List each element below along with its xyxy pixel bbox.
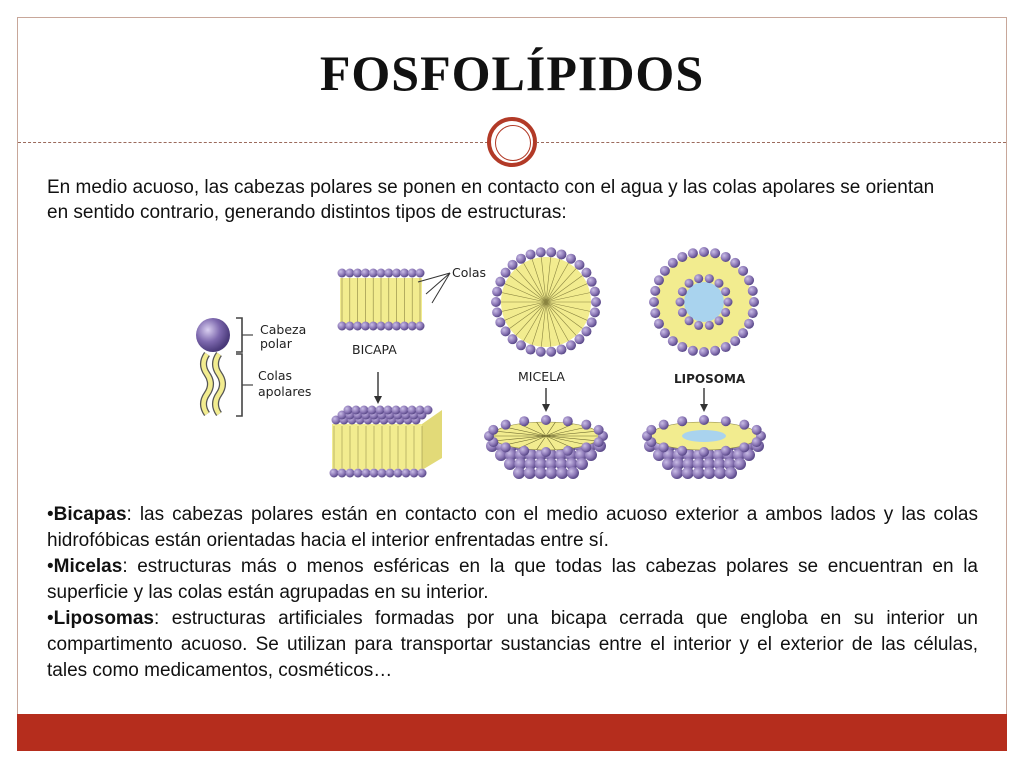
micelle-diagram — [491, 247, 601, 356]
intro-paragraph: En medio acuoso, las cabezas polares se ponen en contacto con el agua y las colas apolares se orientan en sentido contrario, generando distintos tipos de estructuras: — [47, 177, 935, 223]
title-divider-left — [18, 142, 488, 143]
bullet-marker: • — [47, 608, 54, 629]
micelle-3d-diagram — [484, 415, 608, 479]
bullet-liposomas — [47, 606, 978, 684]
bullet-micelas — [47, 554, 978, 606]
bullet-marker: • — [47, 556, 54, 577]
label-cabeza: Cabeza — [260, 322, 307, 337]
label-polar: polar — [260, 336, 292, 351]
label-colas-apolares-2: apolares — [258, 384, 312, 399]
label-colas-apolares-1: Colas — [258, 368, 293, 383]
liposome-3d-diagram — [642, 415, 766, 479]
phospholipid-molecule-icon — [196, 318, 253, 416]
bullet-text: : estructuras artificiales formadas por una bicapa cerrada que engloba en su interior un compartimento acuoso. Se utilizan para transportar sustancias entre el interior y el exterior de las células, tales como medicamentos, cosméticos… — [47, 608, 978, 681]
phospholipid-structures-figure — [180, 246, 800, 491]
bilayer-3d-diagram — [330, 406, 443, 478]
slide-title: FOSFOLÍPIDOS — [319, 45, 705, 101]
bullet-text: : las cabezas polares están en contacto con el medio acuoso exterior a ambos lados y las colas hidrofóbicas están orientadas hacia el interior enfrentadas entre sí. — [47, 504, 978, 551]
title-divider-right — [536, 142, 1006, 143]
bullet-list — [47, 502, 978, 684]
bullet-term: Liposomas — [53, 608, 154, 629]
bullet-term: Bicapas — [53, 504, 127, 525]
label-colas: Colas — [452, 265, 487, 280]
ring-ornament-icon — [487, 117, 537, 167]
liposome-diagram — [649, 247, 759, 357]
label-micela: MICELA — [518, 369, 565, 384]
label-bicapa: BICAPA — [352, 342, 397, 357]
label-liposoma: LIPOSOMA — [674, 372, 746, 386]
bullet-marker: • — [47, 504, 54, 525]
bullet-term: Micelas — [53, 556, 123, 577]
bullet-text: : estructuras más o menos esféricas en la que todas las cabezas polares se encuentran en la superficie y las colas están agrupadas en su interior. — [47, 556, 978, 603]
footer-bar — [17, 714, 1007, 751]
bullet-bicapas — [47, 502, 978, 554]
bilayer-diagram — [338, 269, 425, 331]
